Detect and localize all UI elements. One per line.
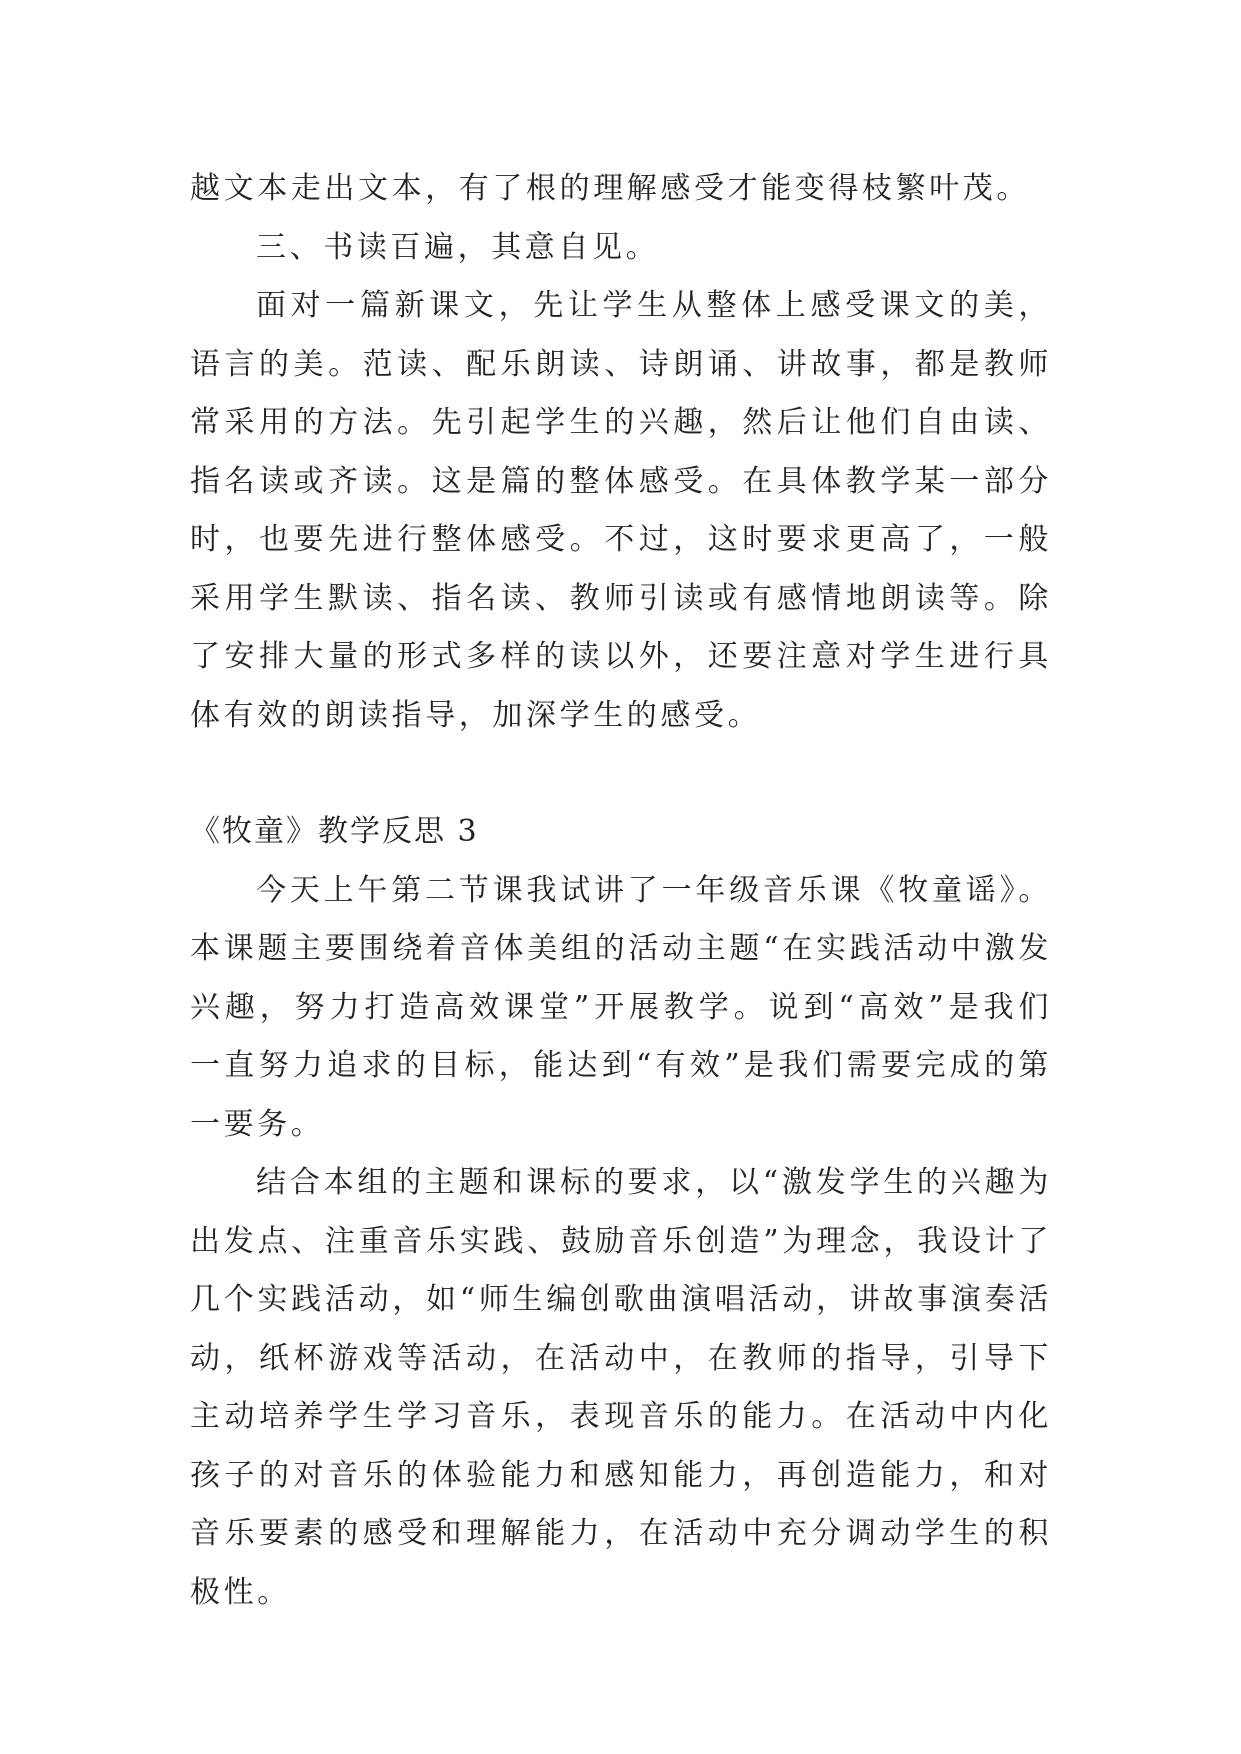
- section-title: 《牧童》教学反思 3: [190, 814, 479, 849]
- section-spacer: [190, 745, 1052, 803]
- paragraph-lesson-activities: 结合本组的主题和课标的要求，以“激发学生的兴趣为出发点、注重音乐实践、鼓励音乐创造”为理念，我设计了几个实践活动，如“师生编创歌曲演唱活动，讲故事演奏活动，纸杯游戏等活动，在活动中，在教师的指导，引导下主动培养学生学习音乐，表现音乐的能力。在活动中内化孩子的对音乐的体验能力和感知能力，再创造能力，和对音乐要素的感受和理解能力，在活动中充分调动学生的积极性。: [190, 1165, 1052, 1610]
- paragraph-lesson-intro: 今天上午第二节课我试讲了一年级音乐课《牧童谣》。本课题主要围绕着音体美组的活动主题“在实践活动中激发兴趣，努力打造高效课堂”开展教学。说到“高效”是我们一直努力追求的目标，能达到“有效”是我们需要完成的第一要务。: [190, 872, 1052, 1142]
- paragraph-continuation: 越文本走出文本，有了根的理解感受才能变得枝繁叶茂。: [190, 171, 1030, 206]
- document-body: [190, 160, 1052, 1622]
- paragraph-subheading: 三、书读百遍，其意自见。: [256, 229, 660, 265]
- paragraph-reading-method: 面对一篇新课文，先让学生从整体上感受课文的美，语言的美。范读、配乐朗读、诗朗诵、讲故事，都是教师常采用的方法。先引起学生的兴趣，然后让他们自由读、指名读或齐读。这是篇的整体感受。在具体教学某一部分时，也要先进行整体感受。不过，这时要求更高了，一般采用学生默读、指名读、教师引读或有感情地朗读等。除了安排大量的形式多样的读以外，还要注意对学生进行具体有效的朗读指导，加深学生的感受。: [190, 288, 1052, 733]
